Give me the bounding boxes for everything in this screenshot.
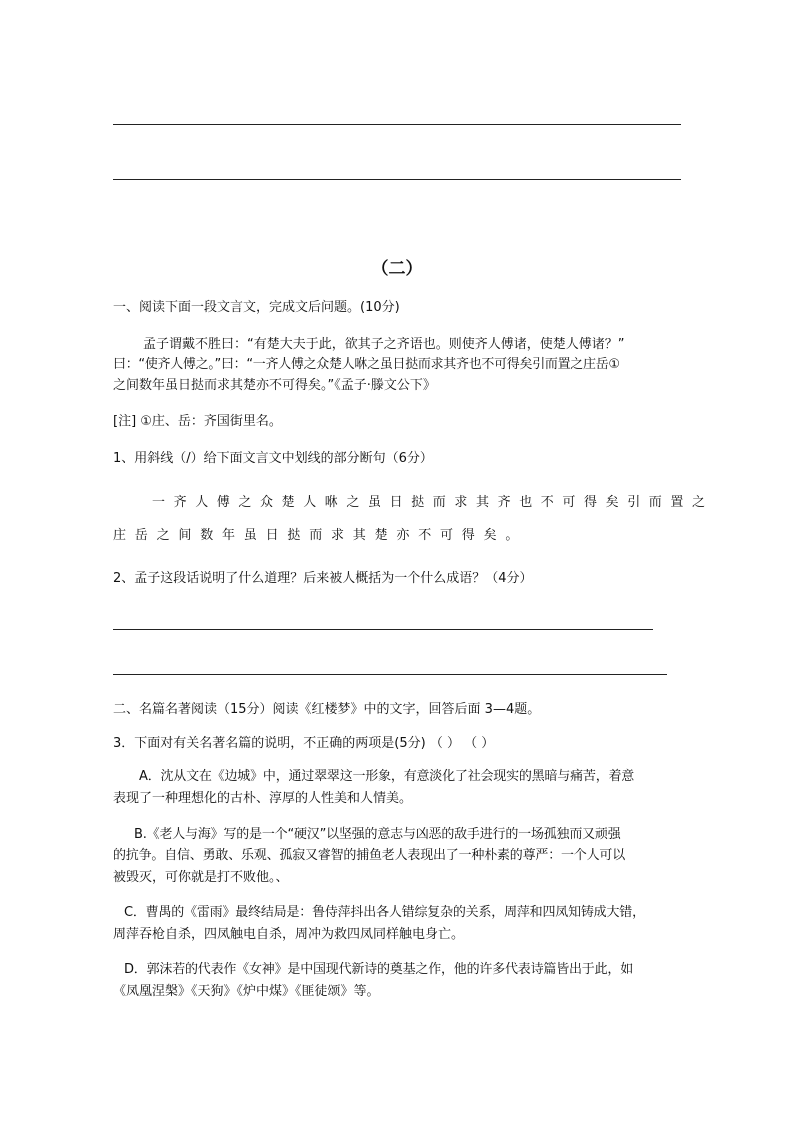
passage-line: 之间数年虽日挞而求其楚亦不可得矣。”《孟子·滕文公下》 <box>113 378 436 393</box>
option-a-line: A．沈从文在《边城》中，通过翠翠这一形象，有意淡化了社会现实的黑暗与痛苦，着意 <box>139 769 635 784</box>
option-c-line: 周萍吞枪自杀，四凤触电自杀，周冲为救四凤同样触电身亡。 <box>113 927 465 942</box>
punctuation-text-line: 一齐人傅之众楚人咻之虽日挞而求其齐也不可得矣引而置之 <box>152 495 714 510</box>
question-2: 2、孟子这段话说明了什么道理？后来被人概括为一个什么成语？（4分） <box>113 571 533 586</box>
question-3: 3．下面对有关名著名篇的说明，不正确的两项是(5分) （ ） （ ） <box>113 736 495 751</box>
answer-line <box>113 674 667 675</box>
option-d-line: D．郭沫若的代表作《女神》是中国现代新诗的奠基之作，他的许多代表诗篇皆出于此，如 <box>124 962 634 977</box>
question-1: 1、用斜线（/）给下面文言文中划线的部分断句（6分） <box>113 451 433 466</box>
option-b-line: B.《老人与海》写的是一个“硬汉”以坚强的意志与凶恶的敌手进行的一场孤独而又顽强 <box>134 827 621 842</box>
answer-line <box>113 629 653 630</box>
part1-heading: 一、阅读下面一段文言文，完成文后问题。(10分) <box>113 300 400 315</box>
passage-line: 曰：“使齐人傅之。”曰：“一齐人傅之众楚人咻之虽日挞而求其齐也不可得矣引而置之庄岳① <box>113 357 620 372</box>
option-b-line: 被毁灭，可你就是打不败他。、 <box>113 870 289 885</box>
note: [注] ①庄、岳：齐国街里名。 <box>113 414 282 429</box>
part2-heading: 二、名篇名著阅读（15分）阅读《红楼梦》中的文字，回答后面 3—4题。 <box>113 702 541 717</box>
answer-line <box>113 124 681 125</box>
punctuation-text-line: 庄岳之间数年虽日挞而求其楚亦不可得矣。 <box>113 528 528 543</box>
section-title: （二） <box>371 259 423 279</box>
option-c-line: C．曹禺的《雷雨》最终结局是：鲁侍萍抖出各人错综复杂的关系，周萍和四凤知铸成大错， <box>124 905 645 920</box>
passage-line: 孟子谓戴不胜曰：“有楚大夫于此，欲其子之齐语也。则使齐人傅诸，使楚人傅诸？” <box>143 337 625 352</box>
option-b-line: 的抗争。自信、勇敢、乐观、孤寂又睿智的捕鱼老人表现出了一种朴素的尊严：一个人可以 <box>113 848 626 863</box>
option-d-line: 《凤凰涅槃》《天狗》《炉中煤》《匪徒颂》等。 <box>113 984 380 999</box>
answer-line <box>113 179 681 180</box>
option-a-line: 表现了一种理想化的古朴、淳厚的人性美和人情美。 <box>113 791 413 806</box>
